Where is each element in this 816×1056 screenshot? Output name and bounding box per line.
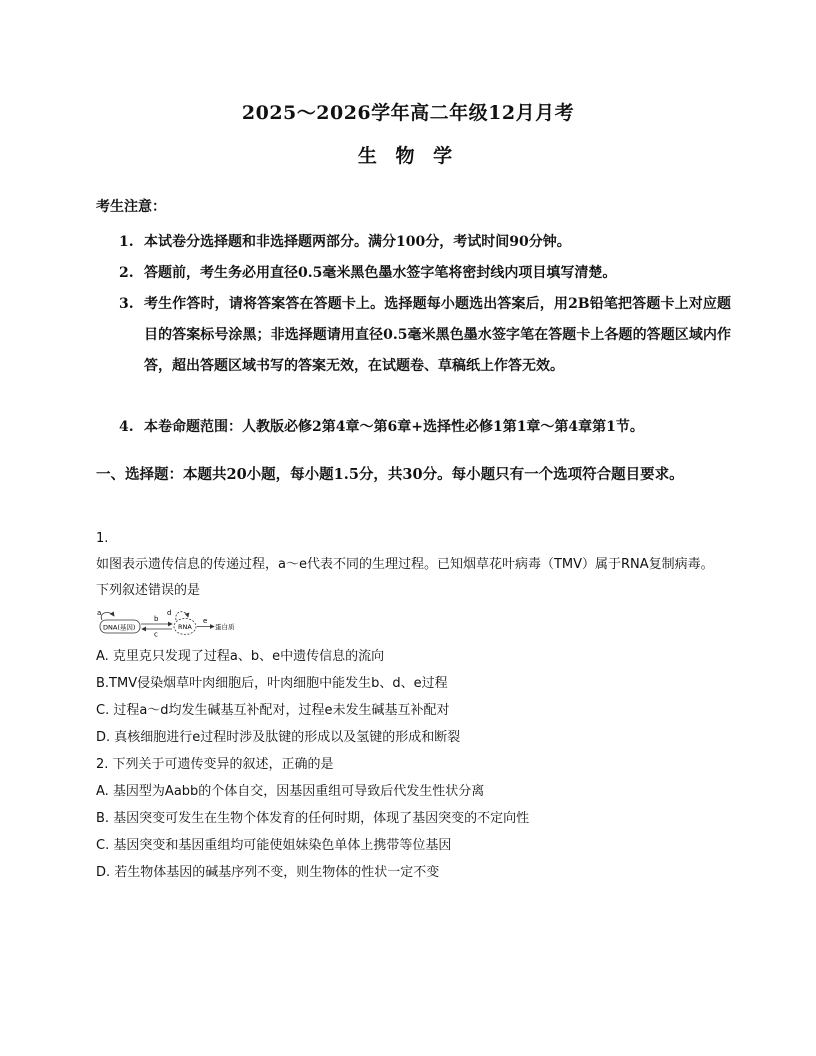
option-c: C. 基因突变和基因重组均可能使姐妹染色单体上携带等位基因 [96, 838, 452, 853]
notice-heading: 考生注意： [96, 199, 166, 215]
option-a: A. 基因型为Aabb的个体自交，因基因重组可导致后代发生性状分离 [96, 784, 485, 799]
section-heading: 一、选择题：本题共20小题，每小题1.5分，共30分。每小题只有一个选项符合题目要求。 [96, 466, 684, 483]
notice-item-number: 1. [119, 234, 134, 250]
notice-item-text: 本卷命题范围：人教版必修2第4章～第6章+选择性必修1第1章～第4章第1节。 [144, 419, 644, 435]
notice-item-number: 2. [119, 265, 134, 281]
question-stem: 2. 下列关于可遗传变异的叙述，正确的是 [96, 757, 334, 772]
notice-item [119, 227, 731, 258]
notice-item [119, 289, 731, 382]
label-d: d [167, 609, 172, 617]
notice-item [119, 412, 731, 443]
arrow-a [101, 613, 114, 620]
notice-item-number: 3. [119, 296, 134, 312]
label-a: a [97, 609, 102, 617]
option-a: A. 克里克只发现了过程a、b、e中遗传信息的流向 [96, 649, 385, 664]
protein-label: 蛋白质 [215, 623, 235, 631]
label-b: b [154, 615, 159, 623]
notice-item-number: 4. [119, 419, 134, 435]
notice-item [119, 258, 731, 289]
dna-label: DNA(基因) [103, 623, 136, 632]
exam-title: 2025～2026学年高二年级12月月考 [241, 102, 575, 124]
label-e: e [203, 617, 208, 625]
notice-item-text: 考生作答时，请将答案答在答题卡上。选择题每小题选出答案后，用2B铅笔把答题卡上对应题目的答案标号涂黑；非选择题请用直径0.5毫米黑色墨水签字笔在答题卡上各题的答题区域内作答，超出答题区域书写的答案无效，在试题卷、草稿纸上作答无效。 [144, 296, 731, 374]
notice-item-text: 本试卷分选择题和非选择题两部分。满分100分，考试时间90分钟。 [144, 234, 571, 250]
rna-label: RNA [178, 623, 192, 631]
option-b: B. 基因突变可发生在生物个体发育的任何时期，体现了基因突变的不定向性 [96, 811, 530, 826]
genetic-info-flow-diagram [96, 608, 236, 638]
subject-title: 生 物 学 [357, 145, 459, 167]
notice-item-text: 答题前，考生务必用直径0.5毫米黑色墨水签字笔将密封线内项目填写清楚。 [144, 265, 617, 281]
option-d: D. 真核细胞进行e过程时涉及肽键的形成以及氢键的形成和断裂 [96, 730, 461, 745]
question-number: 1. [96, 531, 109, 546]
option-d: D. 若生物体基因的碱基序列不变，则生物体的性状一定不变 [96, 865, 440, 880]
option-b: B.TMV侵染烟草叶肉细胞后，叶肉细胞中能发生b、d、e过程 [96, 676, 448, 691]
option-c: C. 过程a～d均发生碱基互补配对，过程e未发生碱基互补配对 [96, 703, 450, 718]
label-c: c [154, 630, 158, 638]
question-stem: 如图表示遗传信息的传递过程，a～e代表不同的生理过程。已知烟草花叶病毒（TMV）属于RNA复制病毒。下列叙述错误的是 [96, 557, 714, 598]
